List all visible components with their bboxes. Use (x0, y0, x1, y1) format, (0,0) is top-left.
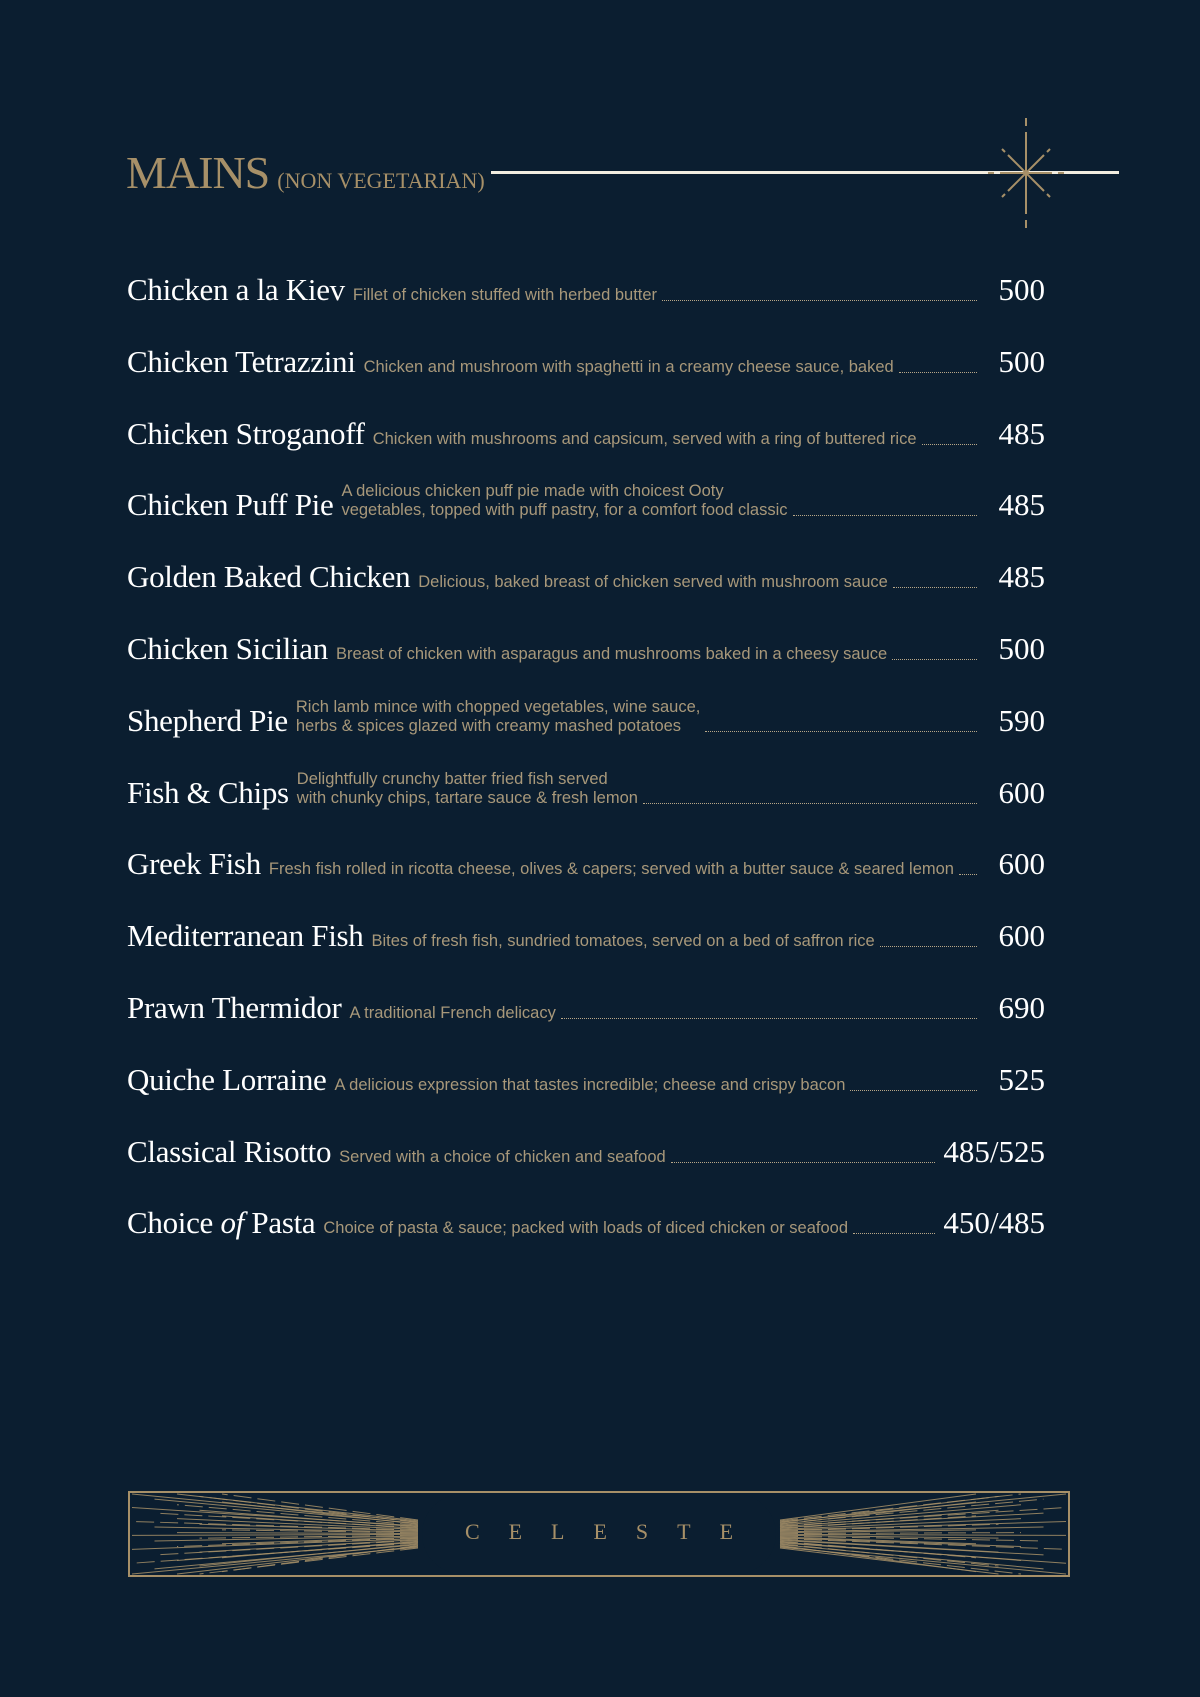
dot-leader (671, 1162, 936, 1163)
menu-item (127, 473, 1045, 545)
item-name: Chicken Sicilian (127, 630, 328, 666)
item-description: Rich lamb mince with chopped vegetables, wine sauce, herbs & spices glazed with creamy mashed potatoes (295, 697, 701, 735)
dot-leader (880, 946, 977, 947)
dot-leader (922, 444, 977, 445)
title-subtitle: (NON VEGETARIAN) (277, 168, 485, 193)
item-description: A traditional French delicacy (349, 1003, 556, 1022)
menu-item (127, 258, 1045, 330)
item-name: Golden Baked Chicken (127, 559, 411, 595)
item-price: 690 (998, 989, 1045, 1025)
item-name: Shepherd Pie (127, 702, 288, 738)
item-price: 485 (998, 559, 1045, 595)
dot-leader (561, 1018, 977, 1019)
item-description: Chicken with mushrooms and capsicum, served with a ring of buttered rice (372, 429, 917, 448)
item-description: A delicious chicken puff pie made with choicest Ooty vegetables, topped with puff pastry, for a comfort food classic (341, 482, 788, 520)
item-price: 525 (998, 1061, 1045, 1097)
dot-leader (892, 659, 977, 660)
item-price: 600 (998, 774, 1045, 810)
section-title (126, 146, 485, 199)
dot-leader (853, 1233, 935, 1234)
menu-item (127, 689, 1045, 761)
item-price: 485/525 (943, 1133, 1045, 1169)
item-price: 485 (998, 415, 1045, 451)
brand-name: CELESTE (464, 1519, 763, 1544)
menu-item (127, 976, 1045, 1048)
item-description: Fillet of chicken stuffed with herbed butter (352, 286, 658, 304)
menu-items (127, 258, 1045, 1263)
item-description: Delightfully crunchy batter fried fish served with chunky chips, tartare sauce & fresh lemon (296, 769, 638, 807)
item-name: Greek Fish (127, 846, 261, 882)
item-name-part: Pasta (243, 1205, 316, 1241)
dot-leader (899, 372, 977, 373)
dot-leader (893, 587, 977, 588)
ray-line (155, 1545, 419, 1569)
item-price: 590 (998, 702, 1045, 738)
menu-item (127, 904, 1045, 976)
ray-line (780, 1494, 976, 1520)
item-name-part: of (220, 1205, 244, 1241)
menu-item (127, 1120, 1045, 1192)
item-description: Chicken and mushroom with spaghetti in a creamy cheese sauce, baked (363, 357, 894, 376)
menu-item (127, 1048, 1045, 1120)
dot-leader (643, 803, 977, 804)
item-name: Fish & Chips (127, 774, 289, 810)
item-description: Delicious, baked breast of chicken served with mushroom sauce (418, 573, 888, 592)
item-price: 500 (998, 343, 1045, 379)
menu-item (127, 402, 1045, 474)
item-name: Quiche Lorraine (127, 1061, 327, 1097)
item-price: 600 (998, 918, 1045, 954)
dot-leader (662, 300, 977, 301)
item-name: Chicken Puff Pie (127, 487, 334, 523)
item-name-part: Choice (127, 1205, 221, 1241)
item-name: Chicken Tetrazzini (127, 343, 356, 379)
menu-item (127, 545, 1045, 617)
menu-item (127, 1191, 1045, 1263)
item-price: 485 (998, 487, 1045, 523)
item-name: Classical Risotto (127, 1133, 332, 1169)
item-name: Chicken a la Kiev (127, 272, 345, 307)
item-price: 600 (998, 846, 1045, 882)
footer-banner (128, 1491, 1070, 1577)
item-name: Chicken Stroganoff (127, 415, 365, 451)
ray-line (780, 1548, 999, 1574)
dot-leader (705, 731, 977, 732)
dot-leader (850, 1090, 977, 1091)
title-main: MAINS (126, 147, 270, 198)
item-description: Choice of pasta & sauce; packed with loads of diced chicken or seafood (323, 1219, 849, 1238)
item-description: Fresh fish rolled in ricotta cheese, olives & capers; served with a butter sauce & seared lemon (268, 860, 954, 879)
dot-leader (959, 874, 977, 875)
dot-leader (793, 515, 978, 516)
section-header (126, 140, 1076, 230)
menu-item (127, 761, 1045, 833)
item-price: 500 (998, 272, 1045, 307)
item-price: 450/485 (943, 1205, 1045, 1241)
item-name: Prawn Thermidor (127, 989, 342, 1025)
item-description: Breast of chicken with asparagus and mushrooms baked in a cheesy sauce (335, 644, 888, 663)
item-description: A delicious expression that tastes incredible; cheese and crispy bacon (334, 1075, 846, 1094)
menu-item (127, 832, 1045, 904)
star-icon (988, 118, 1064, 228)
item-name: Mediterranean Fish (127, 918, 364, 954)
item-description: Bites of fresh fish, sundried tomatoes, served on a bed of saffron rice (371, 932, 875, 951)
ray-line (780, 1545, 1044, 1569)
item-name (127, 1205, 315, 1241)
item-price: 500 (998, 630, 1045, 666)
menu-item (127, 330, 1045, 402)
menu-item (127, 617, 1045, 689)
ray-line (222, 1494, 418, 1520)
ray-line (200, 1548, 419, 1574)
item-description: Served with a choice of chicken and seafood (339, 1147, 666, 1166)
